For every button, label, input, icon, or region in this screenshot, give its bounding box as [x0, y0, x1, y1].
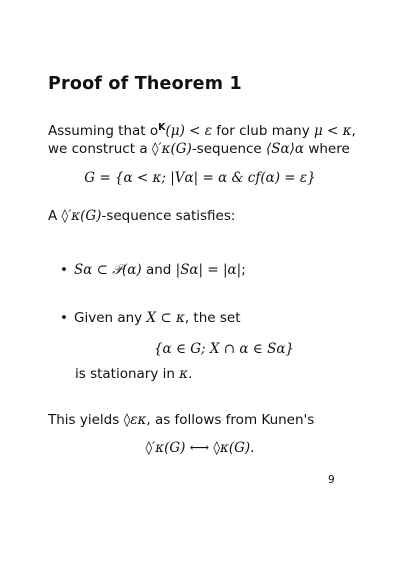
satisfies-math: ◊′κ(G) — [61, 208, 102, 224]
satisfies-prefix: A — [48, 208, 62, 224]
intro-math-1: (μ) < ε — [165, 123, 212, 139]
page-title: Proof of Theorem 1 — [48, 74, 242, 94]
bullet-1-math-2: |Sα| = |α| — [175, 262, 242, 278]
bullet-2 — [60, 310, 241, 326]
intro-line-1 — [48, 122, 356, 139]
intro-text-1: Assuming that o — [48, 123, 159, 139]
stationary-text: is stationary in — [75, 366, 180, 382]
bullet-dot: • — [60, 310, 68, 326]
stationary-set-formula: {α ∈ G; X ∩ α ∈ Sα} — [153, 341, 295, 357]
conclusion-line — [48, 412, 314, 428]
bullet-1-math-1: Sα ⊂ 𝒫(α) — [74, 262, 142, 278]
intro-math-2: μ < κ — [313, 123, 352, 139]
conclusion-prefix: This yields — [48, 412, 124, 428]
intro-text-4: we construct a — [48, 141, 152, 157]
bullet-1-end: ; — [241, 262, 246, 278]
bullet-dot: • — [60, 262, 68, 278]
definition-formula: G = {α < κ; |Vα| = α & cf(α) = ε} — [84, 170, 316, 186]
intro-math-4: ⟨Sα⟩α — [266, 141, 305, 157]
bullet-2-suffix: , the set — [184, 310, 241, 326]
conclusion-math: ◊εκ — [123, 412, 147, 428]
bullet-1-text: and — [141, 262, 176, 278]
intro-K-superscript: K — [158, 122, 166, 133]
stationary-end: . — [188, 366, 193, 382]
intro-text-2: for club many — [211, 123, 314, 139]
satisfies-suffix: -sequence satisfies: — [101, 208, 236, 224]
conclusion-suffix: , as follows from Kunen's — [146, 412, 315, 428]
equivalence-formula: ◊′κ(G) ⟷ ◊κ(G). — [145, 440, 255, 456]
intro-text-3: , — [351, 123, 356, 139]
bullet-2-text: Given any — [74, 310, 147, 326]
intro-line-2 — [48, 141, 350, 157]
intro-text-6: where — [304, 141, 350, 157]
stationary-line — [75, 366, 192, 382]
satisfies-line — [48, 208, 235, 224]
page-number: 9 — [328, 474, 335, 486]
bullet-2-math: X ⊂ κ — [146, 310, 185, 326]
stationary-math: κ — [179, 366, 189, 382]
bullet-1 — [60, 262, 246, 278]
intro-text-5: -sequence — [191, 141, 267, 157]
intro-math-3: ◊′κ(G) — [151, 141, 192, 157]
